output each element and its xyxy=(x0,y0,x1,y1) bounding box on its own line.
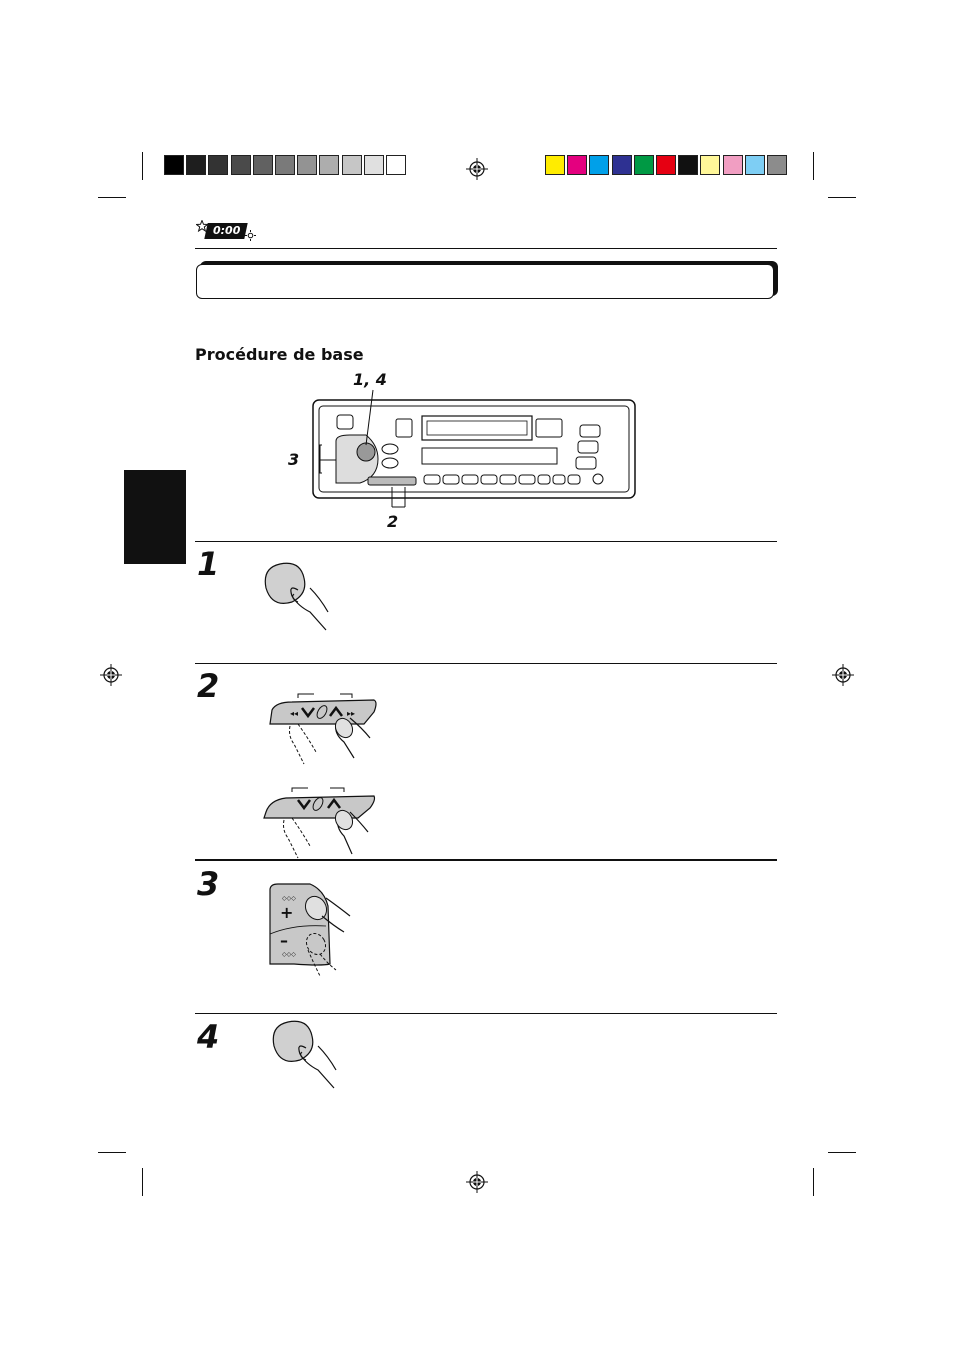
step-number-1: 1 xyxy=(197,545,220,583)
registration-mark-icon xyxy=(832,664,854,686)
section-title-box xyxy=(196,264,774,299)
clock-display-text: 0:00 xyxy=(213,224,241,237)
color-swatch xyxy=(634,155,654,175)
volume-minus-sign: – xyxy=(280,931,288,950)
registration-mark-icon xyxy=(466,158,488,180)
svg-text:◇◇◇: ◇◇◇ xyxy=(282,951,296,958)
callout-2: 2 xyxy=(387,512,399,531)
color-swatch xyxy=(186,155,206,175)
crop-mark xyxy=(142,1168,143,1196)
registration-mark-icon xyxy=(466,1171,488,1193)
color-swatch xyxy=(208,155,228,175)
color-swatch xyxy=(723,155,743,175)
color-swatch xyxy=(678,155,698,175)
svg-text:◂◂: ◂◂ xyxy=(290,709,299,718)
car-stereo-panel-diagram xyxy=(280,365,640,535)
seek-buttons-icon xyxy=(258,782,378,862)
color-swatch xyxy=(700,155,720,175)
step-number-3: 3 xyxy=(197,865,220,903)
crop-mark xyxy=(98,1152,126,1153)
step-divider xyxy=(195,1013,777,1014)
crop-mark xyxy=(813,1168,814,1196)
color-swatch xyxy=(589,155,609,175)
callout-1-4: 1, 4 xyxy=(353,370,387,389)
color-swatch xyxy=(297,155,317,175)
color-swatch xyxy=(545,155,565,175)
section-heading: Procédure de base xyxy=(195,345,364,364)
clock-display-icon xyxy=(196,220,256,242)
sun-icon xyxy=(245,230,256,241)
color-swatch xyxy=(656,155,676,175)
svg-text:◇◇◇: ◇◇◇ xyxy=(282,895,296,902)
crop-mark xyxy=(828,197,856,198)
color-swatch xyxy=(745,155,765,175)
finger-press-button-icon xyxy=(258,560,338,635)
language-tab xyxy=(124,470,186,564)
color-swatch xyxy=(164,155,184,175)
step-divider xyxy=(195,541,777,542)
color-swatch xyxy=(319,155,339,175)
color-swatch xyxy=(364,155,384,175)
crop-mark xyxy=(828,1152,856,1153)
color-swatch xyxy=(567,155,587,175)
svg-text:▸▸: ▸▸ xyxy=(347,709,356,718)
color-swatch xyxy=(253,155,273,175)
color-swatch xyxy=(386,155,406,175)
step-number-4: 4 xyxy=(197,1018,220,1056)
step-number-2: 2 xyxy=(197,667,220,705)
crop-mark xyxy=(813,152,814,180)
header-rule xyxy=(195,248,777,249)
color-swatch xyxy=(231,155,251,175)
crop-mark xyxy=(98,197,126,198)
color-swatch xyxy=(275,155,295,175)
seek-buttons-icon xyxy=(264,688,384,768)
volume-control-icon xyxy=(264,880,364,980)
registration-mark-icon xyxy=(100,664,122,686)
volume-plus-sign: + xyxy=(280,903,294,922)
finger-press-button-icon xyxy=(266,1018,346,1093)
color-swatch xyxy=(342,155,362,175)
color-swatch xyxy=(612,155,632,175)
crop-mark xyxy=(142,152,143,180)
step-divider xyxy=(195,663,777,664)
color-swatch xyxy=(767,155,787,175)
callout-3: 3 xyxy=(288,450,300,469)
